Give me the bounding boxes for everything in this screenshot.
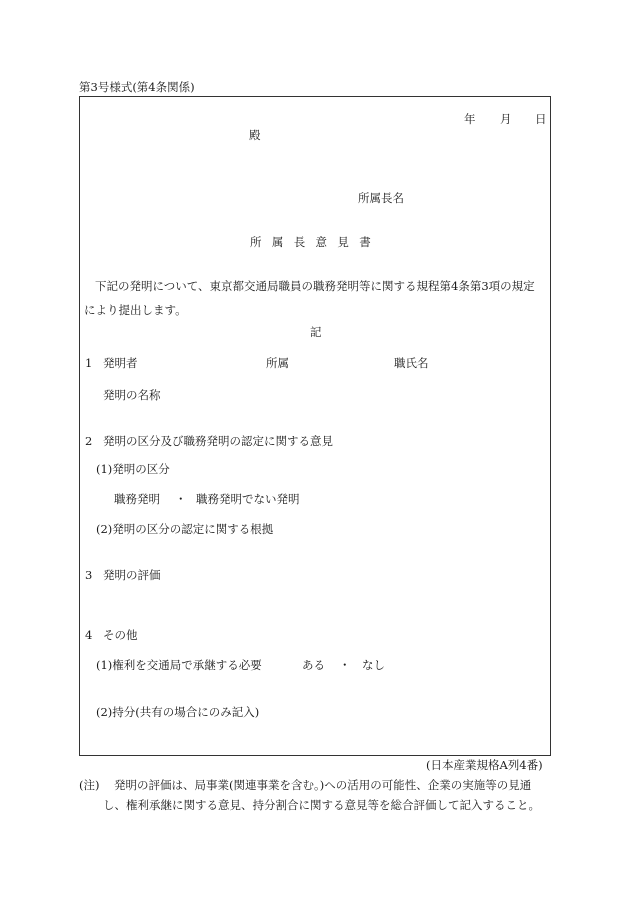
- note-label: (注): [79, 778, 100, 792]
- item2-choice-sep: ・: [175, 492, 187, 506]
- item2-choice-a: 職務発明: [114, 492, 160, 506]
- item2-label: 発明の区分及び職務発明の認定に関する意見: [103, 434, 333, 448]
- item1-label: 発明者: [103, 356, 138, 370]
- paper-size-note: (日本産業規格A列4番): [426, 758, 543, 772]
- form-number: 第3号様式(第4条関係): [79, 80, 195, 94]
- item4-choice-sep: ・: [339, 658, 351, 672]
- submitter-label: 所属長名: [358, 191, 404, 205]
- note-line-2: し、権利承継に関する意見、持分割合に関する意見等を総合評価して記入すること。: [103, 798, 540, 812]
- item1-name-label: 職氏名: [394, 356, 429, 370]
- item2-sub2-label: (2)発明の区分の認定に関する根拠: [96, 522, 274, 536]
- item1-invention-name-label: 発明の名称: [103, 388, 161, 402]
- form-frame: [79, 96, 551, 756]
- ki-heading: 記: [310, 325, 322, 339]
- item4-choice-no: なし: [362, 658, 385, 672]
- item4-sub2-label: (2)持分(共有の場合にのみ記入): [96, 705, 260, 719]
- date-day: 日: [535, 112, 547, 126]
- item2-sub1-label: (1)発明の区分: [96, 462, 170, 476]
- item1-number: 1: [85, 356, 93, 370]
- note-line-1: 発明の評価は、局事業(関連事業を含む。)への活用の可能性、企業の実施等の見通: [114, 778, 532, 792]
- item2-choice-b: 職務発明でない発明: [196, 492, 300, 506]
- item4-label: その他: [103, 628, 138, 642]
- item2-number: 2: [85, 434, 93, 448]
- addressee-suffix: 殿: [249, 128, 261, 142]
- date-year: 年: [464, 112, 476, 126]
- item4-number: 4: [85, 628, 93, 642]
- intro-line-1: 下記の発明について、東京都交通局職員の職務発明等に関する規程第4条第3項の規定: [95, 279, 535, 293]
- intro-line-2: により提出します。: [84, 303, 187, 317]
- item3-label: 発明の評価: [103, 568, 161, 582]
- item4-sub1-label: (1)権利を交通局で承継する必要: [96, 658, 262, 672]
- item3-number: 3: [85, 568, 93, 582]
- item4-choice-yes: ある: [302, 658, 325, 672]
- item1-affiliation-label: 所属: [266, 356, 289, 370]
- document-title: 所属長意見書: [250, 235, 382, 249]
- date-month: 月: [500, 112, 512, 126]
